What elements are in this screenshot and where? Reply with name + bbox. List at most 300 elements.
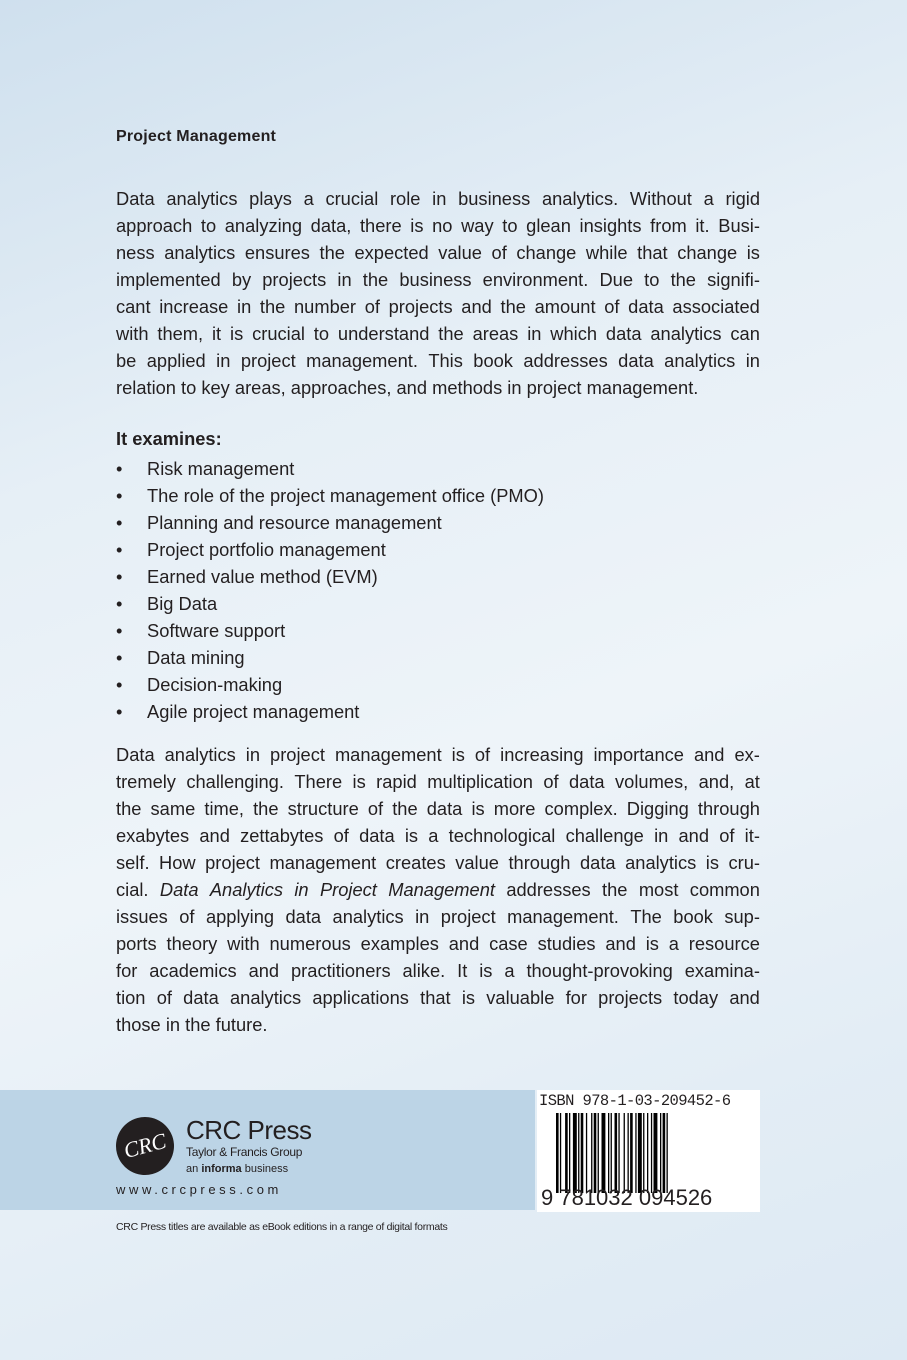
topics-list [116, 455, 544, 725]
word: creates [385, 852, 446, 873]
word: relation [116, 377, 182, 398]
word: and [396, 377, 433, 398]
word: data [426, 798, 463, 819]
word: there [359, 215, 402, 236]
informa-tagline [186, 1163, 288, 1175]
word: and [693, 744, 725, 765]
word: in [654, 825, 669, 846]
word: change [516, 242, 577, 263]
topic-label: Big Data [147, 593, 218, 614]
word: numerous [269, 933, 351, 954]
bullet-icon: • [116, 485, 123, 506]
word: and, [698, 771, 735, 792]
word: data, [310, 215, 352, 236]
word: of [604, 296, 620, 317]
word: in [337, 269, 352, 290]
category-heading: Project Management [116, 128, 277, 145]
word: is [352, 771, 366, 792]
barcode-bar [578, 1113, 579, 1193]
topic-label: Decision-making [147, 674, 283, 695]
word: importance [593, 744, 684, 765]
barcode-bar [638, 1113, 642, 1193]
word: areas [472, 323, 519, 344]
isbn-label: ISBN 978-1-03-209452-6 [539, 1092, 731, 1110]
word: data [605, 323, 642, 344]
word: in [237, 296, 252, 317]
word: analyzing [224, 215, 303, 236]
word: the [116, 798, 142, 819]
word: Analytics [209, 879, 284, 900]
text-line [116, 957, 760, 984]
informa-word: informa [201, 1163, 242, 1175]
word: for [565, 987, 587, 1008]
bullet-icon: • [116, 593, 123, 614]
topic-label: Risk management [147, 458, 295, 479]
word: data [285, 906, 322, 927]
word: analytics [650, 323, 722, 344]
word: increase [159, 296, 229, 317]
word: the [253, 798, 279, 819]
word: most [638, 879, 679, 900]
word: book [673, 906, 713, 927]
word: it [212, 323, 222, 344]
topic-item [116, 536, 544, 563]
barcode-bar [618, 1113, 619, 1193]
word: applying [205, 906, 275, 927]
word: of [719, 825, 735, 846]
word: in [165, 1014, 186, 1035]
word: of [474, 744, 491, 765]
word: management. [586, 377, 699, 398]
word: addresses [523, 350, 608, 371]
word: the [319, 242, 345, 263]
word: self. [116, 852, 150, 873]
word: cant [116, 296, 151, 317]
barcode-bar [556, 1113, 559, 1193]
word: Data [116, 744, 155, 765]
barcode-bar [630, 1113, 633, 1193]
word: is [705, 852, 719, 873]
barcode-bar [647, 1113, 648, 1193]
barcode-bar [608, 1113, 609, 1193]
word: from [650, 215, 687, 236]
word: crucial [325, 188, 379, 209]
word: common [689, 879, 760, 900]
text-line [116, 293, 760, 320]
word: amount [534, 296, 596, 317]
word: data [569, 771, 605, 792]
word: of [364, 296, 380, 317]
word: in [527, 323, 542, 344]
text-line [116, 185, 760, 212]
word: in [432, 188, 447, 209]
word: in [294, 879, 309, 900]
word: Busi- [718, 215, 760, 236]
word: applications [312, 987, 409, 1008]
word: and [678, 825, 710, 846]
word: the [362, 269, 389, 290]
word: increasing [500, 744, 584, 765]
word: examples [360, 933, 439, 954]
barcode-bar [560, 1113, 561, 1193]
word: in [245, 744, 261, 765]
word: and [461, 296, 492, 317]
word: The [630, 906, 662, 927]
publisher-name: CRC Press [186, 1115, 312, 1145]
word: is [471, 798, 485, 819]
barcode-bars [556, 1113, 756, 1193]
word: of [333, 825, 349, 846]
word: management. [306, 350, 418, 371]
word: Project [319, 879, 377, 900]
word: same [150, 798, 196, 819]
word: in [216, 350, 231, 371]
word: for [116, 960, 138, 981]
barcode-bar [643, 1113, 644, 1193]
word: a [668, 933, 679, 954]
word: in [745, 350, 760, 371]
topic-item [116, 509, 544, 536]
word: key [201, 377, 235, 398]
word: Data [159, 879, 199, 900]
word: be [116, 350, 137, 371]
description-paragraph-2 [116, 741, 760, 1038]
word: zettabytes [240, 825, 324, 846]
word: This [428, 350, 463, 371]
publisher-group: Taylor & Francis Group [186, 1145, 303, 1159]
barcode-bar [663, 1113, 666, 1193]
word: insights [579, 215, 642, 236]
informa-suffix: business [244, 1163, 289, 1175]
word: applied [146, 350, 206, 371]
word: theory [166, 933, 218, 954]
word: How [159, 852, 196, 873]
word: projects [388, 296, 453, 317]
barcode-bar [667, 1113, 668, 1193]
topic-label: Earned value method (EVM) [147, 566, 378, 587]
barcode-number: 9 781032 094526 [541, 1185, 713, 1210]
word: associated [672, 296, 760, 317]
word: Without [629, 188, 692, 209]
word: is [230, 323, 244, 344]
word: management. [507, 906, 619, 927]
word: glean [526, 215, 571, 236]
word: is [451, 744, 465, 765]
word: environment. [482, 269, 589, 290]
bullet-icon: • [116, 539, 123, 560]
word: academics [149, 960, 237, 981]
word: It [457, 960, 468, 981]
word: to [502, 215, 518, 236]
bullet-icon: • [116, 566, 123, 587]
word: crucial [252, 323, 305, 344]
word: a [428, 825, 439, 846]
word: implemented [116, 269, 221, 290]
word: analytics [166, 188, 238, 209]
word: business [399, 269, 472, 290]
word: and [448, 933, 480, 954]
word: more [493, 798, 536, 819]
word: rigid [725, 188, 760, 209]
topic-label: The role of the project management office (PMO) [147, 485, 544, 506]
word: practitioners [291, 960, 391, 981]
topic-label: Project portfolio management [147, 539, 386, 560]
bullet-icon: • [116, 674, 123, 695]
word: studies [537, 933, 596, 954]
word: and [199, 825, 230, 846]
word: expected [354, 242, 429, 263]
text-line [116, 822, 760, 849]
barcode-bar [660, 1113, 661, 1193]
word: data [183, 987, 219, 1008]
word: management [269, 852, 377, 873]
barcode-bar [565, 1113, 568, 1193]
word: a [703, 188, 714, 209]
text-line [116, 876, 760, 903]
topic-item [116, 698, 544, 725]
text-line [116, 266, 760, 293]
barcode-bar [635, 1113, 636, 1193]
word: is [479, 960, 493, 981]
barcode-bar [573, 1113, 577, 1193]
examines-heading: It examines: [116, 428, 222, 449]
word: of [179, 906, 195, 927]
publisher-url[interactable]: www.crcpress.com [116, 1182, 282, 1197]
word: the [185, 1014, 216, 1035]
barcode-bar [581, 1113, 584, 1193]
barcode-bar [594, 1113, 597, 1193]
word: change [677, 242, 738, 263]
word: a [303, 188, 314, 209]
word: resource [688, 933, 760, 954]
word: to [644, 269, 660, 290]
word: complex. [544, 798, 618, 819]
word: the [602, 879, 628, 900]
word: is [404, 825, 419, 846]
word: project [205, 852, 261, 873]
word: tremely [116, 771, 176, 792]
word: examina- [684, 960, 760, 981]
word: project [440, 906, 496, 927]
word: data [628, 296, 664, 317]
text-line [116, 1011, 760, 1038]
word: at [744, 771, 760, 792]
barcode-bar [628, 1113, 629, 1193]
word: alike. [402, 960, 446, 981]
word: is [645, 933, 659, 954]
word: analytics [164, 744, 236, 765]
word: ports [116, 933, 157, 954]
word: future. [215, 1014, 268, 1035]
description-paragraph-1 [116, 185, 760, 401]
text-line [116, 741, 760, 768]
word: value [438, 242, 482, 263]
word: to [181, 377, 202, 398]
topic-label: Data mining [147, 647, 245, 668]
word: the [438, 323, 464, 344]
barcode-bar [611, 1113, 612, 1193]
word: case [489, 933, 528, 954]
word: of [491, 242, 507, 263]
bullet-icon: • [116, 701, 123, 722]
word: with [227, 933, 260, 954]
barcode-bar [598, 1113, 599, 1193]
barcode-bar [569, 1113, 570, 1193]
word: book [473, 350, 513, 371]
informa-prefix: an [186, 1163, 199, 1175]
word: project [526, 377, 587, 398]
crc-logo: CRC [109, 1110, 180, 1181]
text-line [116, 903, 760, 930]
word: structure [287, 798, 359, 819]
word: volumes, [615, 771, 689, 792]
word: to [313, 323, 330, 344]
word: that [637, 242, 668, 263]
word: data [359, 825, 395, 846]
word: Data [116, 188, 155, 209]
word: addresses [506, 879, 591, 900]
word: methods [432, 377, 508, 398]
word: Management [388, 879, 495, 900]
topic-item [116, 671, 544, 698]
word: Due [599, 269, 634, 290]
word: it. [695, 215, 710, 236]
word: a [504, 960, 515, 981]
topic-item [116, 590, 544, 617]
word: analytics. [541, 188, 619, 209]
word: way [461, 215, 494, 236]
word: analytics [164, 242, 236, 263]
word: is [461, 987, 476, 1008]
word: challenging. [186, 771, 284, 792]
word: management [334, 744, 442, 765]
word: analytics [625, 852, 697, 873]
barcode-bar [615, 1113, 618, 1193]
word: sup- [724, 906, 760, 927]
word: of [543, 771, 559, 792]
barcode-bar [624, 1113, 625, 1193]
barcode-bar [651, 1113, 652, 1193]
word: exabytes [116, 825, 190, 846]
word: by [231, 269, 252, 290]
word: it- [744, 825, 760, 846]
word: and [248, 960, 280, 981]
bullet-icon: • [116, 512, 123, 533]
word: rapid [376, 771, 417, 792]
text-line [116, 212, 760, 239]
word: through [697, 798, 760, 819]
text-line [116, 768, 760, 795]
word: business [458, 188, 531, 209]
ebook-note: CRC Press titles are available as eBook editions in a range of digital formats [116, 1221, 448, 1233]
word: analytics [229, 987, 302, 1008]
word: data [580, 852, 616, 873]
word: the [259, 296, 286, 317]
word: today [673, 987, 719, 1008]
barcode-bar [602, 1113, 606, 1193]
word: project [270, 744, 325, 765]
word: projects [262, 269, 327, 290]
bullet-icon: • [116, 620, 123, 641]
word: and [729, 987, 760, 1008]
word: There [294, 771, 343, 792]
word: and [605, 933, 636, 954]
topic-item [116, 563, 544, 590]
bullet-icon: • [116, 647, 123, 668]
topic-item [116, 644, 544, 671]
text-line [116, 930, 760, 957]
word: value [455, 852, 499, 873]
text-line [116, 320, 760, 347]
barcode-bar [591, 1113, 592, 1193]
word: thought-provoking [526, 960, 673, 981]
topic-item [116, 482, 544, 509]
word: is [746, 242, 760, 263]
word: plays [249, 188, 292, 209]
word: project [240, 350, 296, 371]
text-line [116, 795, 760, 822]
word: in [415, 906, 430, 927]
word: data [618, 350, 654, 371]
word: is [410, 215, 424, 236]
text-line [116, 984, 760, 1011]
text-line [116, 347, 760, 374]
word: areas, [234, 377, 291, 398]
text-line [116, 239, 760, 266]
word: signifi- [707, 269, 760, 290]
topic-item [116, 617, 544, 644]
word: in [507, 377, 527, 398]
word: approach [116, 215, 193, 236]
word: challenge [565, 825, 644, 846]
barcode-bar [586, 1113, 587, 1193]
word: technological [448, 825, 556, 846]
word: can [730, 323, 760, 344]
word: cru- [728, 852, 760, 873]
word: understand [337, 323, 430, 344]
word: Digging [626, 798, 689, 819]
isbn-barcode [537, 1090, 760, 1212]
topic-label: Agile project management [147, 701, 360, 722]
word: that [420, 987, 451, 1008]
word: with [116, 323, 149, 344]
word: projects [598, 987, 663, 1008]
word: the [500, 296, 526, 317]
word: role [389, 188, 421, 209]
topic-label: Software support [147, 620, 286, 641]
word: analytics [664, 350, 736, 371]
word: while [585, 242, 628, 263]
word: the [670, 269, 696, 290]
word: of [156, 987, 172, 1008]
word: them, [157, 323, 204, 344]
word: cial. [116, 879, 149, 900]
word: which [550, 323, 598, 344]
word: issues [116, 906, 168, 927]
word: no [432, 215, 453, 236]
word: ness [116, 242, 155, 263]
word: approaches, [290, 377, 397, 398]
bullet-icon: • [116, 458, 123, 479]
word: time, [204, 798, 244, 819]
word: ensures [244, 242, 310, 263]
word: tion [116, 987, 146, 1008]
word: valuable [486, 987, 555, 1008]
word: of [367, 798, 384, 819]
word: those [116, 1014, 166, 1035]
word: ex- [734, 744, 760, 765]
topic-item [116, 455, 544, 482]
